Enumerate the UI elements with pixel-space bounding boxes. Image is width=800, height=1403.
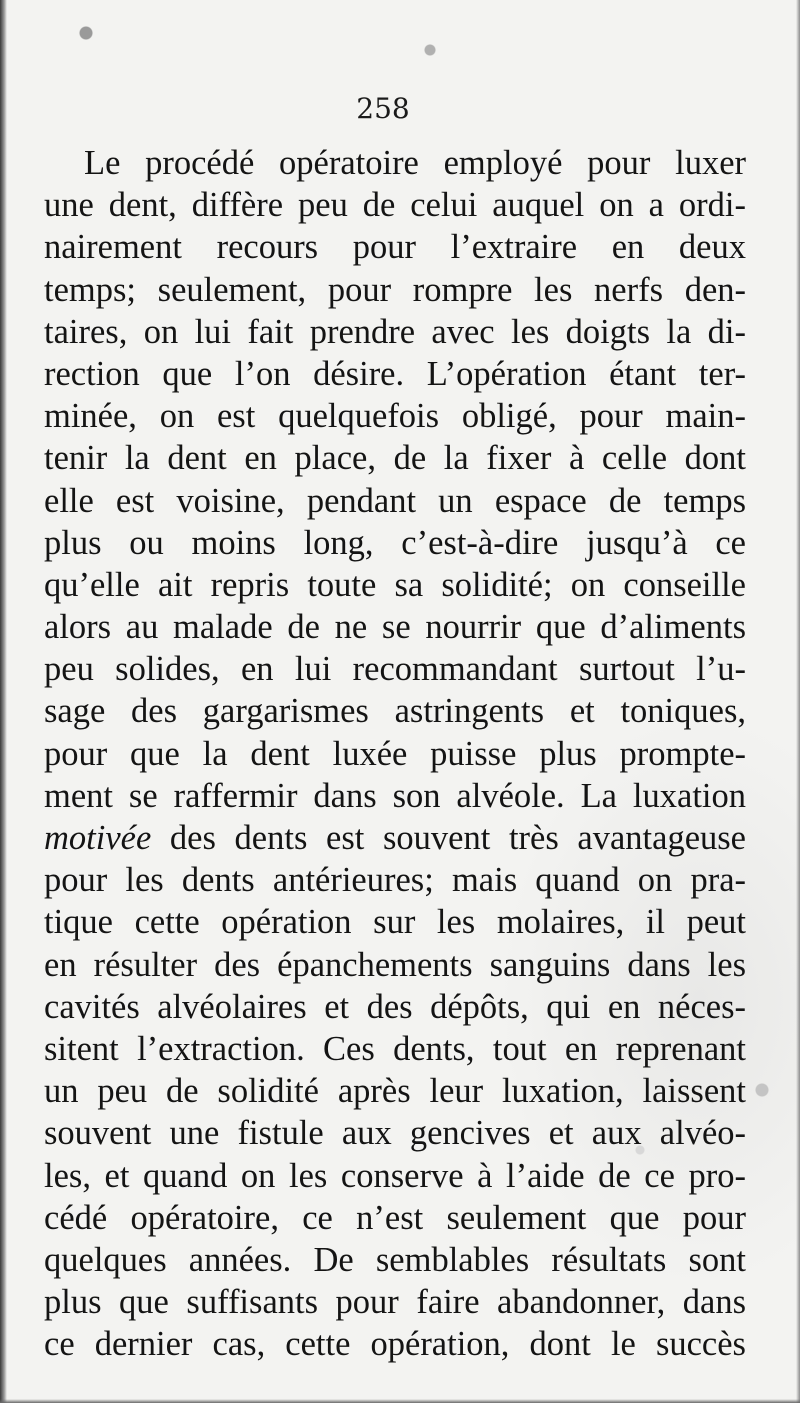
text-line: les, et quand on les conserve à l’aide de ce pro- <box>44 1156 746 1195</box>
text-line-mixed <box>44 817 746 859</box>
text-line: alors au malade de ne se nourrir que d’aliments <box>44 608 746 647</box>
text-line: plus que suffisants pour faire abandonner, dans <box>44 1283 746 1322</box>
text-line: minée, on est quelquefois obligé, pour main- <box>44 397 746 436</box>
text-line: cavités alvéolaires et des dépôts, qui en néces- <box>44 987 746 1026</box>
text-line: qu’elle ait repris toute sa solidité; on conseille <box>44 565 746 604</box>
text-line: sitent l’extraction. Ces dents, tout en reprenant <box>44 1029 746 1068</box>
text-line: taires, on lui fait prendre avec les doigts la di- <box>44 312 746 351</box>
text-line: ce dernier cas, cette opération, dont le succès <box>44 1325 746 1364</box>
text-line: plus ou moins long, c’est-à-dire jusqu’à ce <box>44 523 746 562</box>
text-line: souvent une fistule aux gencives et aux alvéo- <box>44 1114 746 1153</box>
text-line-rest: des dents est souvent très avantageuse <box>151 819 746 857</box>
page-bottom-edge <box>0 1399 800 1403</box>
text-line: elle est voisine, pendant un espace de temps <box>44 481 746 520</box>
page-right-edge <box>796 0 800 1403</box>
text-line: quelques années. De semblables résultats sont <box>44 1240 746 1279</box>
text-line: pour les dents antérieures; mais quand on pra- <box>44 861 746 900</box>
text-line: tenir la dent en place, de la fixer à celle dont <box>44 439 746 478</box>
text-line: nairement recours pour l’extraire en deux <box>44 228 746 267</box>
text-line: pour que la dent luxée puisse plus prompte- <box>44 734 746 773</box>
text-line: sage des gargarismes astringents et toniques, <box>44 692 746 731</box>
page-left-edge <box>0 0 7 1403</box>
text-line: un peu de solidité après leur luxation, laissent <box>44 1072 746 1111</box>
text-line: peu solides, en lui recommandant surtout l’u- <box>44 650 746 689</box>
text-line: une dent, diffère peu de celui auquel on a ordi- <box>44 186 746 225</box>
text-line: tique cette opération sur les molaires, il peut <box>44 903 746 942</box>
text-line: rection que l’on désire. L’opération étant ter- <box>44 354 746 393</box>
text-line: Le procédé opératoire employé pour luxer <box>84 144 746 182</box>
text-line: en résulter des épanchements sanguins dans les <box>44 945 746 984</box>
italic-word: motivée <box>44 819 152 857</box>
text-line: ment se raffermir dans son alvéole. La luxation <box>44 776 746 815</box>
body-text <box>44 142 746 1365</box>
text-line: temps; seulement, pour rompre les nerfs den- <box>44 270 746 309</box>
text-line: cédé opératoire, ce n’est seulement que pour <box>44 1198 746 1237</box>
page-number: 258 <box>356 92 410 125</box>
